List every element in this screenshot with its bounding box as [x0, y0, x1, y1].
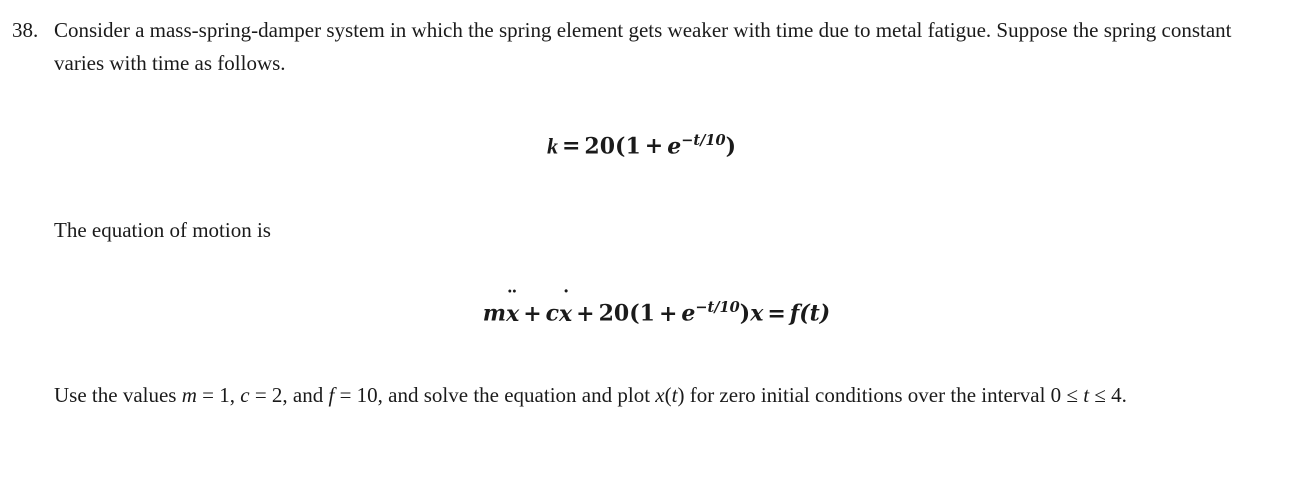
equation-2-displacement: x	[750, 300, 764, 327]
problem-body	[54, 14, 1269, 412]
equation-2-stiffness-coefficient: 20(1	[598, 300, 655, 327]
equation-of-motion	[54, 299, 1269, 326]
equation-1-plus: +	[644, 133, 664, 160]
instructions-part-3: = 2, and	[249, 382, 329, 407]
instructions-paragraph	[54, 379, 1269, 412]
variable-x: x	[655, 382, 665, 407]
equation-2-velocity: x ˙	[559, 301, 572, 327]
equation-2-exp-base: e	[681, 300, 696, 327]
equation-1-exp-power: −t/10	[681, 132, 726, 149]
equation-of-motion-label: The equation of motion is	[54, 218, 271, 243]
equation-2-plus-3: +	[658, 300, 678, 327]
equation-2-close-paren: )	[739, 300, 751, 327]
problem-statement-paragraph: Consider a mass-spring-damper system in which the spring element gets weaker with time due to metal fatigue. Suppose the spring constant varies with time as follows.	[54, 18, 1232, 75]
equation-2-exp-power: −t/10	[695, 299, 740, 317]
instructions-part-2: = 1,	[196, 382, 241, 407]
equation-2-mass: m	[482, 300, 507, 327]
equation-1-exp-base: e	[667, 133, 682, 160]
equation-2-acceleration: x ¨	[506, 301, 519, 327]
equation-2-plus-2: +	[576, 300, 595, 327]
equation-1-close-paren: )	[725, 133, 736, 160]
equation-2-plus-1: +	[523, 300, 542, 327]
instructions-part-1: Use the values	[54, 382, 182, 407]
instructions-part-6: ) for zero initial conditions over the interval 0 ≤	[677, 382, 1084, 407]
variable-t-1: t	[671, 382, 678, 407]
equation-2-damping: c	[545, 300, 560, 327]
equation-2-equals: =	[767, 300, 786, 327]
equation-2-forcing-argument: (t)	[799, 300, 831, 327]
instructions-part-5: (	[664, 382, 672, 407]
instructions-part-7: ≤ 4.	[1089, 382, 1127, 407]
variable-c: c	[240, 382, 250, 407]
equation-1-coefficient: 20(1	[584, 133, 641, 160]
equation-1-equals: =	[561, 133, 581, 160]
instructions-part-4: = 10, and solve the equation and plot	[334, 382, 656, 407]
problem-block	[8, 14, 1273, 412]
equation-1-lhs: k	[546, 133, 558, 159]
variable-t-2: t	[1083, 382, 1090, 407]
equation-spring-constant	[54, 132, 1269, 159]
problem-number: 38.	[12, 18, 39, 42]
variable-m: m	[181, 382, 197, 407]
equation-2-forcing-function: f	[789, 300, 800, 327]
variable-f: f	[328, 382, 335, 407]
